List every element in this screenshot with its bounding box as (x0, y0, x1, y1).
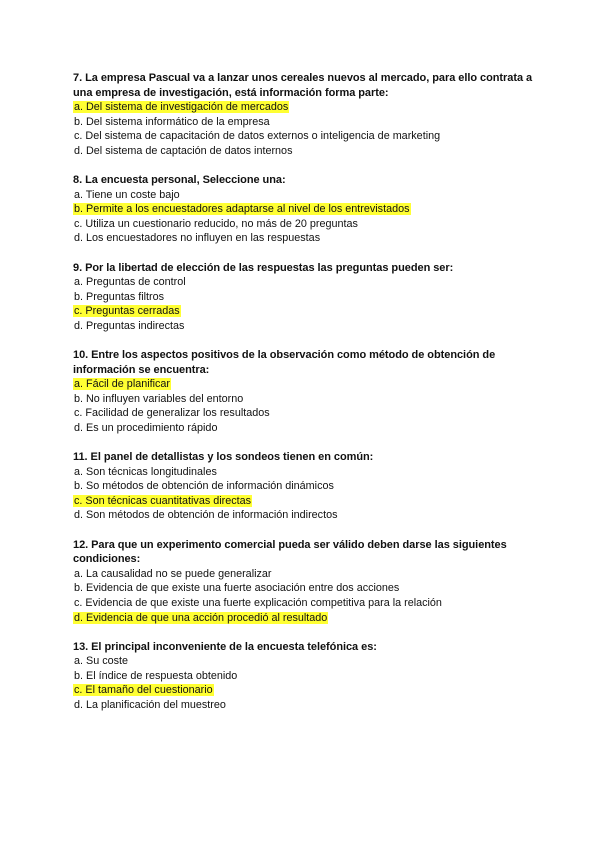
answer-option-highlighted: d. Evidencia de que una acción procedió al resultado (74, 611, 328, 624)
question-title: 8. La encuesta personal, Seleccione una: (73, 174, 286, 187)
answer-option: d. La planificación del muestreo (74, 698, 226, 711)
answer-option: b. So métodos de obtención de información dinámicos (74, 480, 334, 493)
question-block (73, 450, 533, 523)
answer-option: c. Del sistema de capacitación de datos externos o inteligencia de marketing (74, 130, 441, 143)
answer-option: a. La causalidad no se puede generalizar (74, 567, 272, 580)
question-title: 13. El principal inconveniente de la encuesta telefónica es: (73, 640, 377, 653)
question-title: 12. Para que un experimento comercial pueda ser válido deben darse las siguientes condiciones: (73, 538, 507, 566)
answer-option: b. No influyen variables del entorno (74, 392, 244, 405)
question-title: 11. El panel de detallistas y los sondeos tienen en común: (73, 451, 374, 464)
answer-option: c. Evidencia de que existe una fuerte explicación competitiva para la relación (74, 596, 442, 609)
answer-option: d. Del sistema de captación de datos internos (74, 144, 293, 157)
answer-option-highlighted: c. Son técnicas cuantitativas directas (74, 494, 252, 507)
question-block (73, 173, 533, 246)
question-block (73, 348, 533, 436)
answer-option-highlighted: a. Fácil de planificar (74, 378, 171, 391)
answer-option-highlighted: c. Preguntas cerradas (74, 305, 180, 318)
question-block (73, 71, 533, 159)
question-title: 7. La empresa Pascual va a lanzar unos cereales nuevos al mercado, para ello contrata a una empresa de investigación, está información forma parte: (73, 72, 533, 99)
answer-option: c. Facilidad de generalizar los resultados (74, 407, 270, 420)
answer-option: c. Utiliza un cuestionario reducido, no más de 20 preguntas (74, 217, 358, 230)
answer-option-highlighted: b. Permite a los encuestadores adaptarse al nivel de los entrevistados (74, 203, 410, 216)
answer-option: b. El índice de respuesta obtenido (74, 669, 238, 682)
question-block (73, 640, 533, 713)
question-title: 10. Entre los aspectos positivos de la observación como método de obtención de información se encuentra: (73, 349, 496, 376)
answer-option: a. Preguntas de control (74, 276, 186, 289)
answer-option: a. Su coste (74, 655, 129, 668)
answer-option: a. Tiene un coste bajo (74, 188, 180, 201)
answer-option: b. Evidencia de que existe una fuerte asociación entre dos acciones (74, 582, 400, 595)
answer-option-highlighted: a. Del sistema de investigación de mercados (74, 101, 289, 114)
answer-option: d. Los encuestadores no influyen en las respuestas (74, 232, 321, 245)
question-block (73, 261, 533, 334)
answer-option-highlighted: c. El tamaño del cuestionario (74, 684, 213, 697)
answer-option: b. Preguntas filtros (74, 290, 165, 303)
question-title: 9. Por la libertad de elección de las respuestas las preguntas pueden ser: (73, 261, 454, 274)
answer-option: d. Es un procedimiento rápido (74, 421, 218, 434)
answer-option: d. Son métodos de obtención de información indirectos (74, 509, 338, 522)
answer-option: b. Del sistema informático de la empresa (74, 115, 270, 128)
answer-option: a. Son técnicas longitudinales (74, 465, 217, 478)
answer-option: d. Preguntas indirectas (74, 319, 185, 332)
question-block (73, 538, 533, 626)
document-page (73, 71, 533, 727)
